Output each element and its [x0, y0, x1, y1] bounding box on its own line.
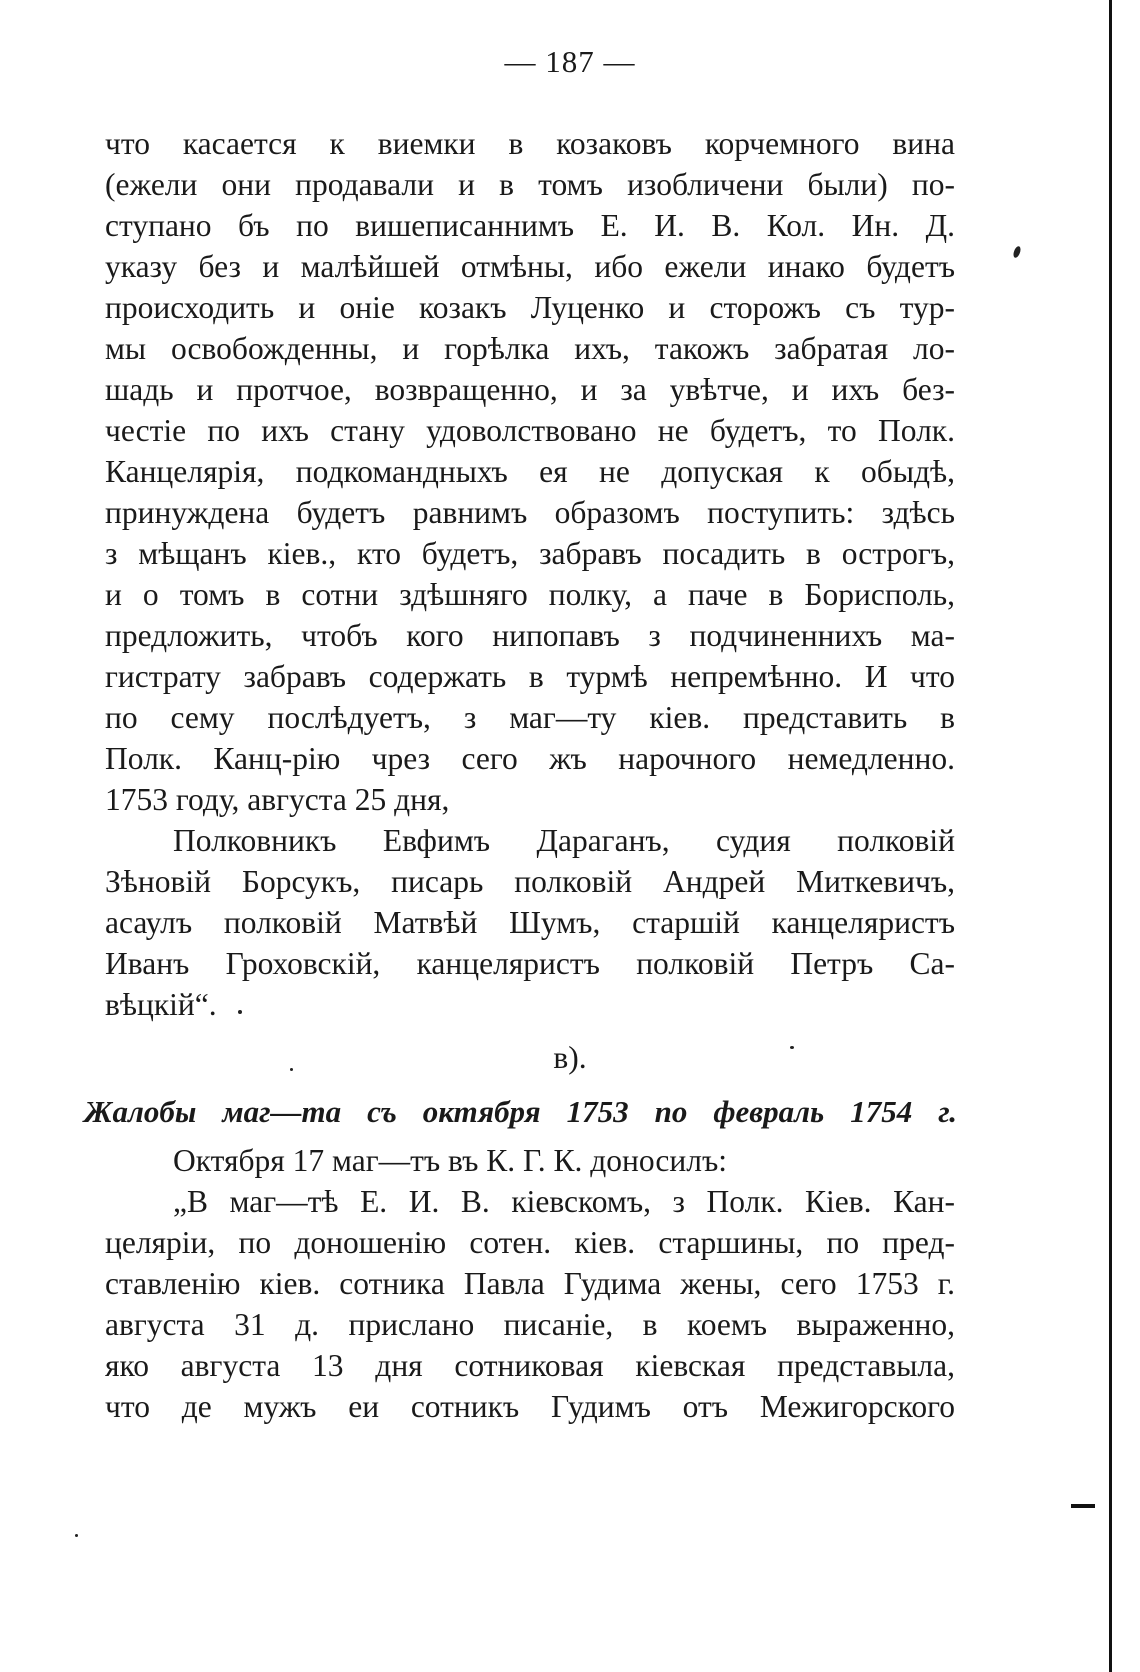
ink-speck: [75, 1534, 78, 1537]
text-line: шадь и протчое, возвращенно, и за увѣтче, и ихъ без-: [105, 372, 955, 407]
text-line: происходить и оніе козакъ Луценко и сторожъ съ тур-: [105, 290, 955, 325]
text-line: по сему послѣдуетъ, з маг—ту кіев. представить в: [105, 700, 955, 735]
text-line: предложить, чтобъ кого нипопавъ з подчиненнихъ ма-: [105, 618, 955, 653]
section-heading: Жалобы маг—та съ октября 1753 по февраль 1754 г.: [84, 1094, 957, 1129]
text-line: Иванъ Гроховскій, канцеляристъ полковій Петръ Са-: [105, 946, 955, 981]
text-line: асаулъ полковій Матвѣй Шумъ, старшій канцеляристъ: [105, 905, 955, 940]
text-line: яко августа 13 дня сотниковая кіевская представыла,: [105, 1348, 955, 1383]
text-line: целяріи, по доношенію сотен. кіев. старшины, по пред-: [105, 1225, 955, 1260]
section-marker: в).: [553, 1040, 587, 1075]
text-line: что де мужъ еи сотникъ Гудимъ отъ Межигорского: [105, 1389, 955, 1424]
text-line: честіе по ихъ стану удоволствовано не будетъ, то Полк.: [105, 413, 955, 448]
text-line: (ежели они продавали и в томъ изобличени были) по-: [105, 167, 955, 202]
text-line: принуждена будетъ равнимъ образомъ поступить: здѣсь: [105, 495, 955, 530]
page-number: — 187 —: [504, 44, 636, 79]
text-line: мы освобожденны, и горѣлка ихъ, такожъ забратая ло-: [105, 331, 955, 366]
text-line: и о томъ в сотни здѣшняго полку, а паче в Борисполь,: [105, 577, 955, 612]
text-line: гистрату забравъ содержать в турмѣ непремѣнно. И что: [105, 659, 955, 694]
text-line: августа 31 д. прислано писаніе, в коемъ выраженно,: [105, 1307, 955, 1342]
page-edge-mark: [1071, 1504, 1095, 1508]
text-line: Полковникъ Евфимъ Дараганъ, судия полковій: [173, 823, 955, 858]
text-line: „В маг—тѣ Е. И. В. кіевскомъ, з Полк. Кіев. Кан-: [173, 1184, 955, 1219]
text-line: Зѣновій Борсукъ, писарь полковій Андрей Миткевичъ,: [105, 864, 955, 899]
text-line: указу без и малѣйшей отмѣны, ибо ежели инако будетъ: [105, 249, 955, 284]
text-line: 1753 году, августа 25 дня,: [105, 782, 450, 817]
text-line: вѣцкій“.: [105, 987, 217, 1022]
page-edge-line: [1109, 0, 1112, 1672]
text-line: ставленію кіев. сотника Павла Гудима жены, сего 1753 г.: [105, 1266, 955, 1301]
text-line: что касается к виемки в козаковъ корчемного вина: [105, 126, 955, 161]
text-line: Канцелярія, подкомандныхъ ея не допуская к обыдѣ,: [105, 454, 955, 489]
text-line: з мѣщанъ кіев., кто будетъ, забравъ посадить в острогъ,: [105, 536, 955, 571]
text-line: ступано бъ по вишеписаннимъ Е. И. В. Кол. Ин. Д.: [105, 208, 955, 243]
text-line: Полк. Канц-рію чрез сего жъ нарочного немедленно.: [105, 741, 955, 776]
ink-speck: [1012, 245, 1022, 258]
text-line: Октября 17 маг—тъ въ К. Г. К. доносилъ:: [173, 1143, 727, 1178]
